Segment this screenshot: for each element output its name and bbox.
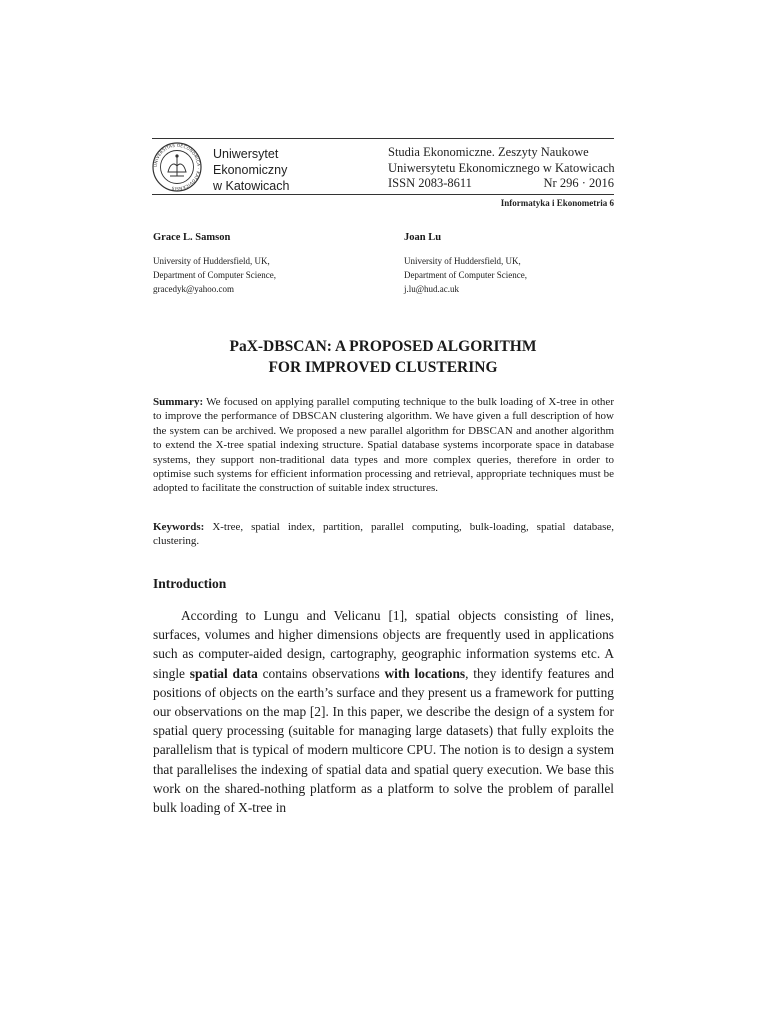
journal-title: Studia Ekonomiczne. Zeszyty Naukowe <box>388 145 589 159</box>
affiliation-line: University of Huddersfield, UK, <box>153 256 270 266</box>
intro-text: , they identify features and positions of objects on the earth’s surface and they present us a framework for putting our observations on the map [2]. In this paper, we describe the design of a system for spatial query processing (suitable for managing large datasets) that fully exploits the parallelism that is typical of modern multicore CPU. The notion is to design a system that parallelises the indexing of spatial data and spatial query execution. We base this work on the shared-nothing platform as a platform to solve the problem of parallel bulk loading of X-tree in <box>153 665 615 816</box>
university-name-line: Ekonomiczny <box>213 163 288 177</box>
affiliation-line: Department of Computer Science, <box>153 270 276 280</box>
seal-inscription: UNIVERSITAS OECONOMICA · KATOVICENSIS <box>152 142 202 192</box>
intro-text: According to Lungu and Velicanu [1], spatial objects consisting of lines, surfaces, volumes and higher dimensions objects are frequently used in applications such as computer-aided design, cartography, geographic information systems etc. A single <box>153 608 614 681</box>
title-line: PaX-DBSCAN: A PROPOSED ALGORITHM <box>229 338 537 355</box>
summary-paragraph <box>153 395 614 496</box>
intro-bold-term: spatial data <box>189 665 258 681</box>
intro-bold-term: with locations <box>384 665 466 681</box>
series-label: Informatyka i Ekonometria 6 <box>500 198 614 208</box>
header-top-rule <box>152 138 614 139</box>
university-name <box>213 146 289 194</box>
issn-row <box>388 176 614 192</box>
journal-publisher: Uniwersytetu Ekonomicznego w Katowicach <box>388 160 615 175</box>
keywords-label: Keywords: <box>153 521 205 533</box>
author-email: j.lu@hud.ac.uk <box>404 284 460 294</box>
university-seal-icon <box>152 142 202 192</box>
keywords-paragraph <box>153 520 614 549</box>
summary-label: Summary: <box>153 396 204 408</box>
university-name-line: w Katowicach <box>213 179 290 193</box>
issn: ISSN 2083-8611 <box>388 176 472 190</box>
author-name: Joan Lu <box>404 232 442 243</box>
affiliation-line: Department of Computer Science, <box>404 270 527 280</box>
author-affiliation <box>404 254 527 296</box>
journal-info <box>388 145 614 192</box>
author-email: gracedyk@yahoo.com <box>153 284 235 294</box>
author-affiliation <box>153 254 276 296</box>
paper-title <box>152 336 614 378</box>
author-name: Grace L. Samson <box>153 232 231 243</box>
section-heading: Introduction <box>153 576 227 591</box>
affiliation-line: University of Huddersfield, UK, <box>404 256 521 266</box>
keywords-text: X-tree, spatial index, partition, parallel computing, bulk-loading, spatial database, clustering. <box>153 521 614 548</box>
header-bottom-rule <box>152 194 614 195</box>
title-line: FOR IMPROVED CLUSTERING <box>268 359 498 376</box>
issue-number: Nr 296 · 2016 <box>543 176 614 190</box>
university-name-line: Uniwersytet <box>213 147 279 161</box>
summary-text: We focused on applying parallel computing technique to the bulk loading of X-tree in other to improve the performance of DBSCAN clustering algorithm. We have given a full description of how the system can be archived. We proposed a new parallel algorithm for DBSCAN and another algorithm to extend the X-tree spatial indexing structure. Spatial database systems incorporate space in database systems, they support non-traditional data types and more complex queries, therefore in order to optimise such systems for efficient information processing and retrieval, appropriate techniques must be adopted to facilitate the construction of suitable index structures. <box>153 396 614 495</box>
intro-text: contains observations <box>257 665 385 681</box>
introduction-paragraph <box>153 606 614 817</box>
